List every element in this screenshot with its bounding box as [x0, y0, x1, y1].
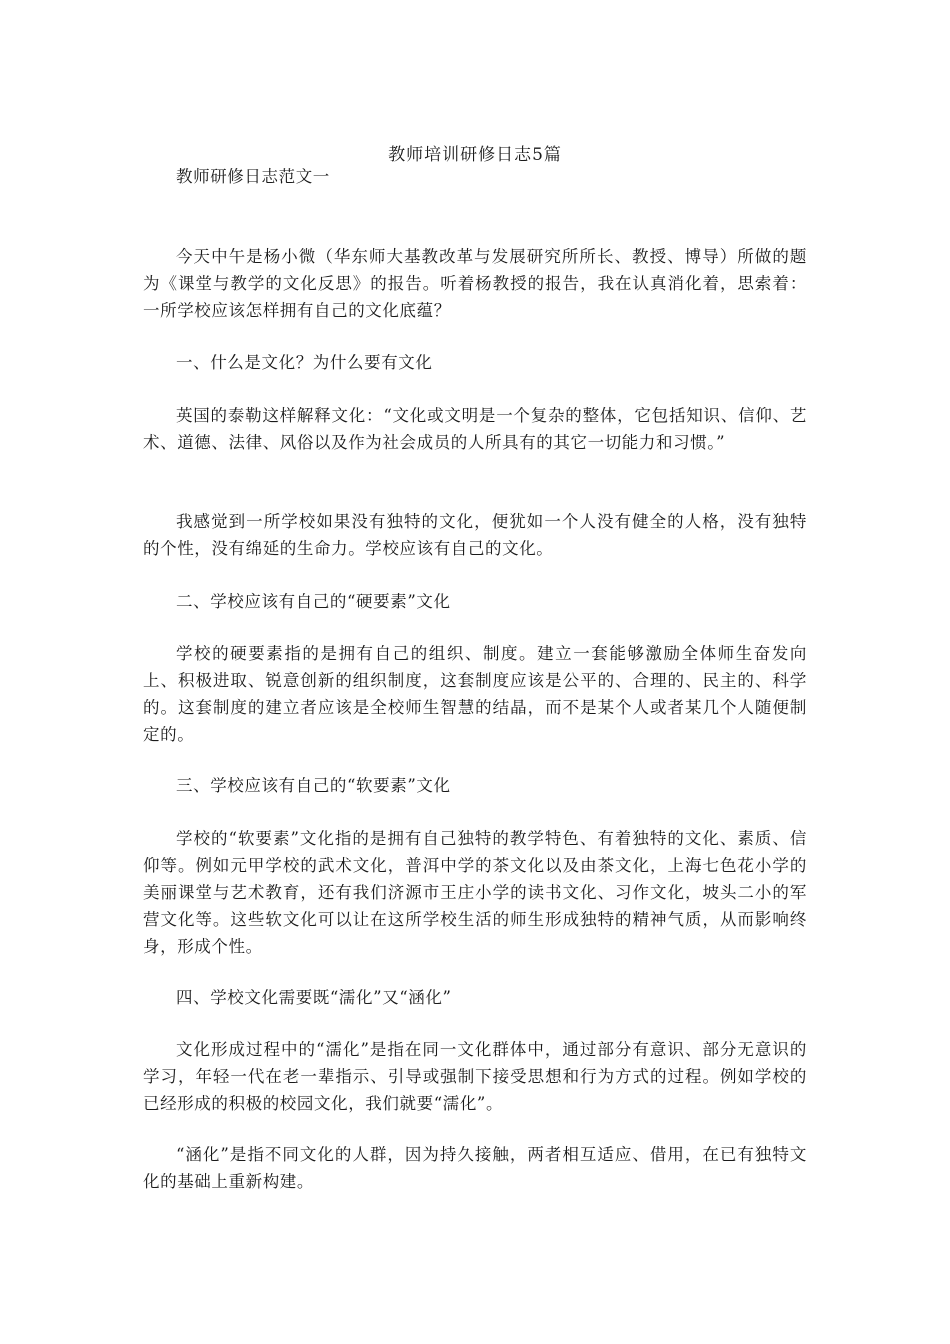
section-heading-4: 四、学校文化需要既“濡化”又“涵化”: [176, 988, 452, 1007]
document-title: 教师培训研修日志5篇: [388, 145, 562, 165]
paragraph-soft-elements: 学校的“软要素”文化指的是拥有自己独特的教学特色、有着独特的文化、素质、信仰等。例如元甲学校的武术文化，普洱中学的茶文化以及由茶文化，上海七色花小学的美丽课堂与艺术教育，还有我们济源市王庄小学的读书文化、习作文化，坡头二小的军营文化等。这些软文化可以让在这所学校生活的师生形成独特的精神气质，从而影响终身，形成个性。: [143, 829, 807, 956]
section-heading-2: 二、学校应该有自己的“硬要素”文化: [176, 592, 451, 611]
section-heading-3: 三、学校应该有自己的“软要素”文化: [176, 776, 451, 795]
paragraph-tylor-definition: 英国的泰勒这样解释文化：“文化或文明是一个复杂的整体，它包括知识、信仰、艺术、道德、法律、风俗以及作为社会成员的人所具有的其它一切能力和习惯。”: [143, 406, 807, 452]
paragraph-intro: 今天中午是杨小微（华东师大基教改革与发展研究所所长、教授、博导）所做的题为《课堂与教学的文化反思》的报告。听着杨教授的报告，我在认真消化着，思索着：一所学校应该怎样拥有自己的文化底蕴？: [143, 247, 807, 320]
paragraph-enculturation: 文化形成过程中的“濡化”是指在同一文化群体中，通过部分有意识、部分无意识的学习，年轻一代在老一辈指示、引导或强制下接受思想和行为方式的过程。例如学校的已经形成的积极的校园文化，我们就要“濡化”。: [143, 1040, 807, 1113]
section-heading-1: 一、什么是文化？为什么要有文化: [176, 353, 433, 372]
paragraph-school-culture: 我感觉到一所学校如果没有独特的文化，便犹如一个人没有健全的人格，没有独特的个性，没有绵延的生命力。学校应该有自己的文化。: [143, 512, 807, 558]
paragraph-hard-elements: 学校的硬要素指的是拥有自己的组织、制度。建立一套能够激励全体师生奋发向上、积极进取、锐意创新的组织制度，这套制度应该是公平的、合理的、民主的、科学的。这套制度的建立者应该是全校师生智慧的结晶，而不是某个人或者某几个人随便制定的。: [143, 644, 807, 744]
paragraph-acculturation: “涵化”是指不同文化的人群，因为持久接触，两者相互适应、借用，在已有独特文化的基础上重新构建。: [143, 1145, 807, 1191]
document-subtitle: 教师研修日志范文一: [176, 167, 330, 186]
